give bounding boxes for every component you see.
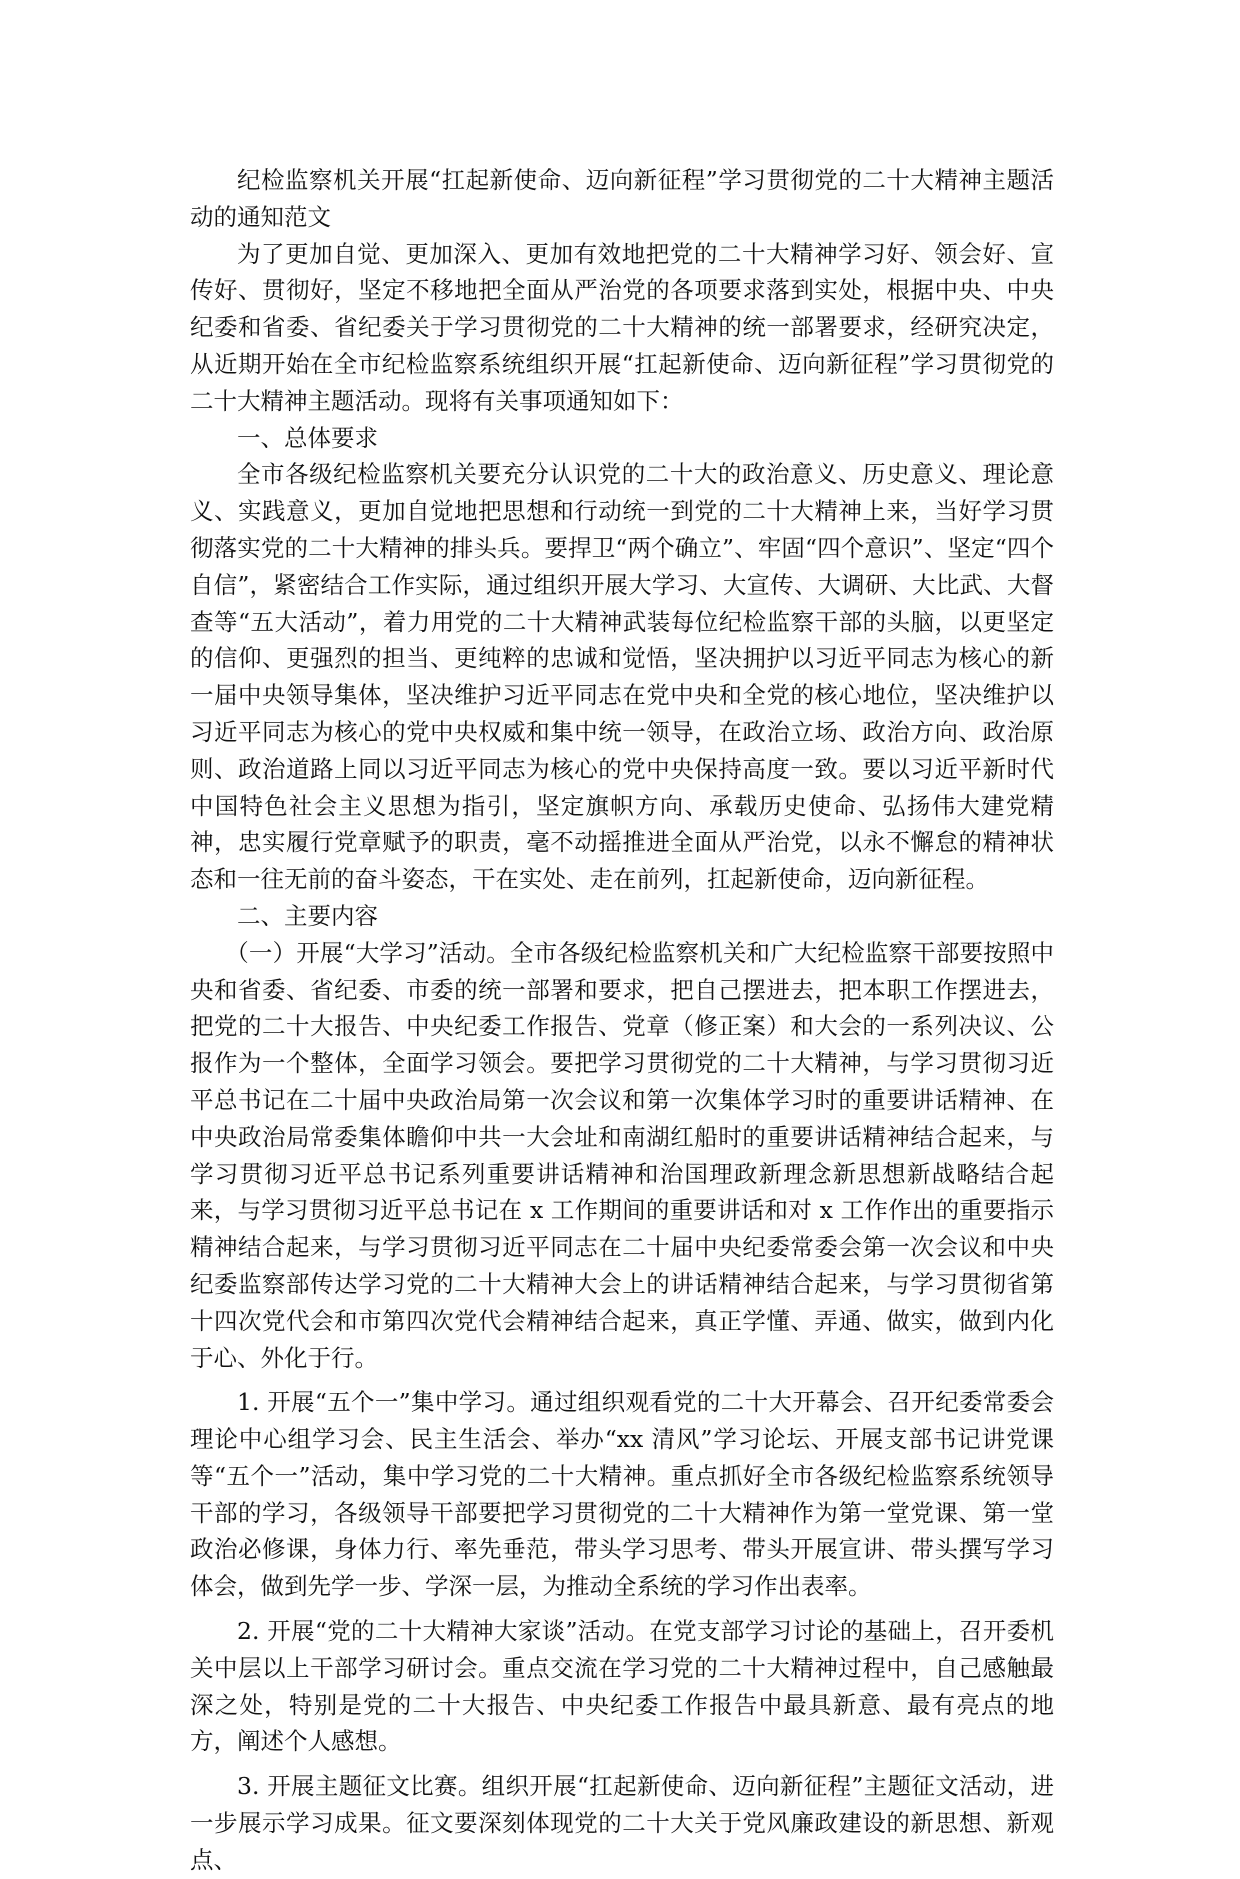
paragraph-item-3: 3. 开展主题征文比赛。组织开展“扛起新使命、迈向新征程”主题征文活动，进一步展示学习成果。征文要深刻体现党的二十大关于党风廉政建设的新思想、新观点、	[190, 1772, 1054, 1874]
paragraph-item-1: 1. 开展“五个一”集中学习。通过组织观看党的二十大开幕会、召开纪委常委会理论中心组学习会、民主生活会、举办“xx 清风”学习论坛、开展支部书记讲党课等“五个一”活动，集中学习党的二十大精神。重点抓好全市各级纪检监察系统领导干部的学习，各级领导干部要把学习贯彻党的二十大精神作为第一堂党课、第一堂政治必修课，身体力行、率先垂范，带头学习思考、带头开展宣讲、带头撰写学习体会，做到先学一步、学深一层，为推动全系统的学习作出表率。	[190, 1388, 1054, 1601]
section-heading-main-content: 二、主要内容	[237, 901, 378, 930]
section-heading-general-requirements: 一、总体要求	[237, 423, 378, 452]
document-title: 纪检监察机关开展“扛起新使命、迈向新征程”学习贯彻党的二十大精神主题活动的通知范文	[190, 166, 1054, 231]
paragraph-big-study: （一）开展“大学习”活动。全市各级纪检监察机关和广大纪检监察干部要按照中央和省委、省纪委、市委的统一部署和要求，把自己摆进去，把本职工作摆进去，把党的二十大报告、中央纪委工作报告、党章（修正案）和大会的一系列决议、公报作为一个整体，全面学习领会。要把学习贯彻党的二十大精神，与学习贯彻习近平总书记在二十届中央政治局第一次会议和第一次集体学习时的重要讲话精神、在中央政治局常委集体瞻仰中共一大会址和南湖红船时的重要讲话精神结合起来，与学习贯彻习近平总书记系列重要讲话精神和治国理政新理念新思想新战略结合起来，与学习贯彻习近平总书记在 x 工作期间的重要讲话和对 x 工作作出的重要指示精神结合起来，与学习贯彻习近平同志在二十届中央纪委常委会第一次会议和中央纪委监察部传达学习党的二十大精神大会上的讲话精神结合起来，与学习贯彻省第十四次党代会和市第四次党代会精神结合起来，真正学懂、弄通、做实，做到内化于心、外化于行。	[190, 938, 1054, 1372]
paragraph-item-2: 2. 开展“党的二十大精神大家谈”活动。在党支部学习讨论的基础上，召开委机关中层以上干部学习研讨会。重点交流在学习党的二十大精神过程中，自己感触最深之处，特别是党的二十大报告、中央纪委工作报告中最具新意、最有亮点的地方，阐述个人感想。	[190, 1617, 1054, 1756]
document-body	[190, 162, 1054, 1879]
paragraph-general-requirements: 全市各级纪检监察机关要充分认识党的二十大的政治意义、历史意义、理论意义、实践意义，更加自觉地把思想和行动统一到党的二十大精神上来，当好学习贯彻落实党的二十大精神的排头兵。要捍卫“两个确立”、牢固“四个意识”、坚定“四个自信”，紧密结合工作实际，通过组织开展大学习、大宣传、大调研、大比武、大督查等“五大活动”，着力用党的二十大精神武装每位纪检监察干部的头脑，以更坚定的信仰、更强烈的担当、更纯粹的忠诚和觉悟，坚决拥护以习近平同志为核心的新一届中央领导集体，坚决维护习近平同志在党中央和全党的核心地位，坚决维护以习近平同志为核心的党中央权威和集中统一领导，在政治立场、政治方向、政治原则、政治道路上同以习近平同志为核心的党中央保持高度一致。要以习近平新时代中国特色社会主义思想为指引，坚定旗帜方向、承载历史使命、弘扬伟大建党精神，忠实履行党章赋予的职责，毫不动摇推进全面从严治党，以永不懈怠的精神状态和一往无前的奋斗姿态，干在实处、走在前列，扛起新使命，迈向新征程。	[190, 460, 1054, 894]
paragraph-intro: 为了更加自觉、更加深入、更加有效地把党的二十大精神学习好、领会好、宣传好、贯彻好，坚定不移地把全面从严治党的各项要求落到实处，根据中央、中央纪委和省委、省纪委关于学习贯彻党的二十大精神的统一部署要求，经研究决定，从近期开始在全市纪检监察系统组织开展“扛起新使命、迈向新征程”学习贯彻党的二十大精神主题活动。现将有关事项通知如下：	[190, 239, 1054, 415]
